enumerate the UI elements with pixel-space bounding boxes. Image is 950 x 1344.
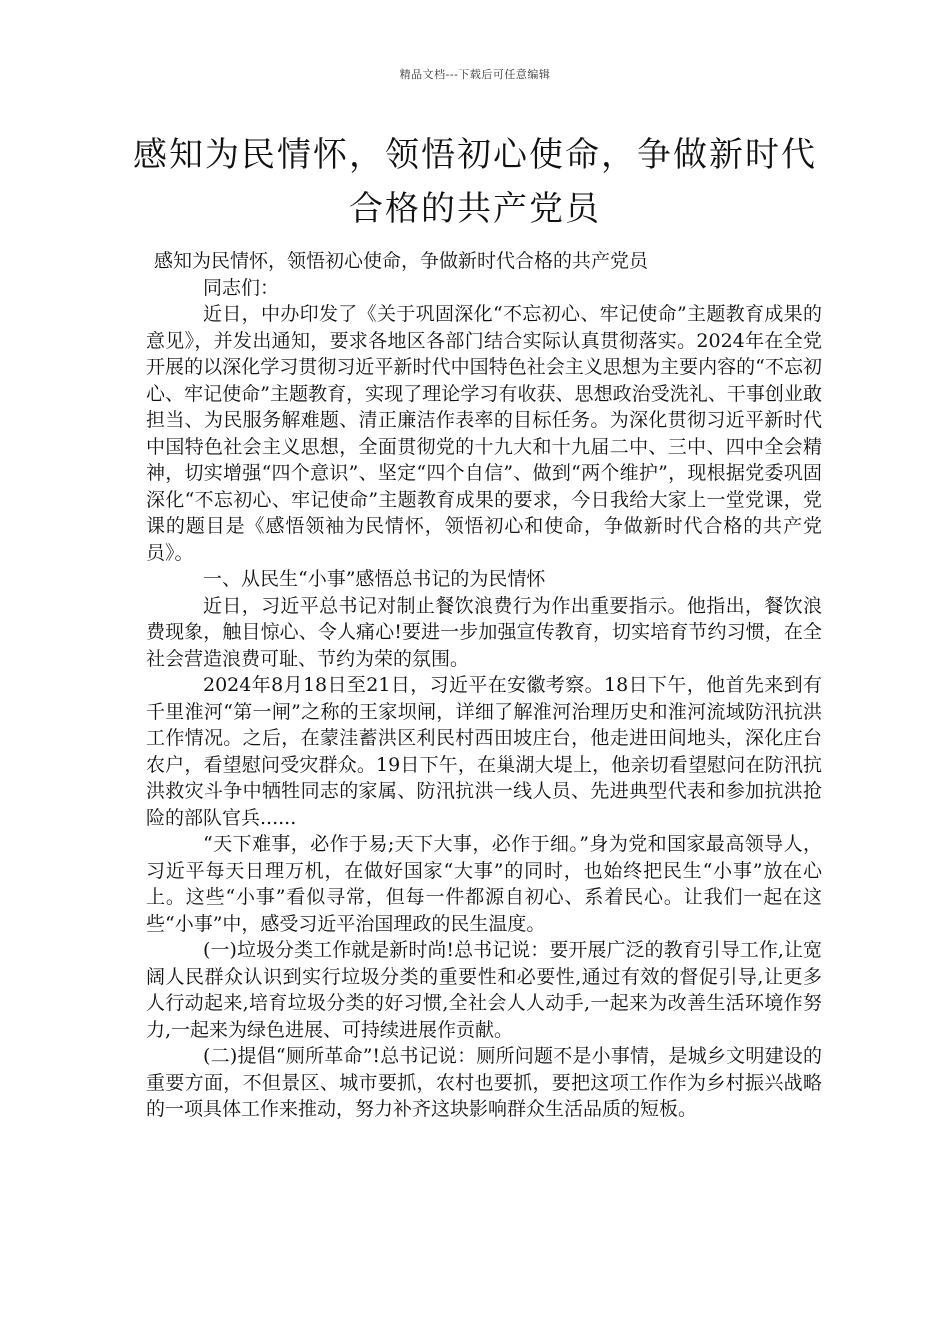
header-note: 精品文档---下载后可任意编辑 [399,68,551,81]
salutation: 同志们： [203,276,280,299]
paragraph-small-matters: “天下难事，必作于易;天下大事，必作于细。”身为党和国家最高领导人，习近平每天日理万机，在做好国家“大事”的同时，也始终把民生“小事”放在心上。这些“小事”看似寻常，但每一件都源自初心、系着民心。让我们一起在这些“小事”中，感受习近平治国理政的民生温度。 [146,833,822,935]
paragraph-garbage-sorting: (一)垃圾分类工作就是新时尚!总书记说：要开展广泛的教育引导工作,让宽阔人民群众认识到实行垃圾分类的重要性和必要性,通过有效的督促引导,让更多人行动起来,培育垃圾分类的好习惯,全社会人人动手,一起来为改善生活环境作努力,一起来为绿色进展、可持续进展作贡献。 [146,939,822,1041]
paragraph-toilet-revolution: (二)提倡“厕所革命”!总书记说：厕所问题不是小事情，是城乡文明建设的重要方面，不但景区、城市要抓，农村也要抓，要把这项工作作为乡村振兴战略的一项具体工作来推动，努力补齐这块影响群众生活品质的短板。 [146,1045,822,1120]
section-heading-1: 一、从民生“小事”感悟总书记的为民情怀 [203,568,546,590]
paragraph-food-waste: 近日，习近平总书记对制止餐饮浪费行为作出重要指示。他指出，餐饮浪费现象，触目惊心、令人痛心!要进一步加强宣传教育，切实培育节约习惯，在全社会营造浪费可耻、节约为荣的氛围。 [146,594,822,670]
paragraph-intro: 近日，中办印发了《关于巩固深化“不忘初心、牢记使命”主题教育成果的意见》，并发出通知，要求各地区各部门结合实际认真贯彻落实。2024年在全党开展的以深化学习贯彻习近平新时代中国特色社会主义思想为主要内容的“不忘初心、牢记使命”主题教育，实现了理论学习有收获、思想政治受洗礼、干事创业敢担当、为民服务解难题、清正廉洁作表率的目标任务。为深化贯彻习近平新时代中国特色社会主义思想，全面贯彻党的十九大和十九届二中、三中、四中全会精神，切实增强“四个意识”、坚定“四个自信”、做到“两个维护”，现根据党委巩固深化“不忘初心、牢记使命”主题教育成果的要求，今日我给大家上一堂党课，党课的题目是《感悟领袖为民情怀，领悟初心和使命，争做新时代合格的共产党员》。 [146,303,822,564]
document-subtitle: 感知为民情怀，领悟初心使命，争做新时代合格的共产党员 [154,250,649,272]
paragraph-anhui-visit: 2024年8月18日至21日，习近平在安徽考察。18日下午，他首先来到有千里淮河“第一闸”之称的王家坝闸，详细了解淮河治理历史和淮河流域防汛抗洪工作情况。之后，在蒙洼蓄洪区利民村西田坡庄台，他走进田间地头，深化庄台农户，看望慰问受灾群众。19日下午，在巢湖大堤上，他亲切看望慰问在防汛抗洪救灾斗争中牺牲同志的家属、防汛抗洪一线人员、先进典型代表和参加抗洪抢险的部队官兵...... [146,674,822,829]
document-title: 感知为民情怀，领悟初心使命，争做新时代合格的共产党员 [133,135,817,229]
document-body [146,248,822,1123]
